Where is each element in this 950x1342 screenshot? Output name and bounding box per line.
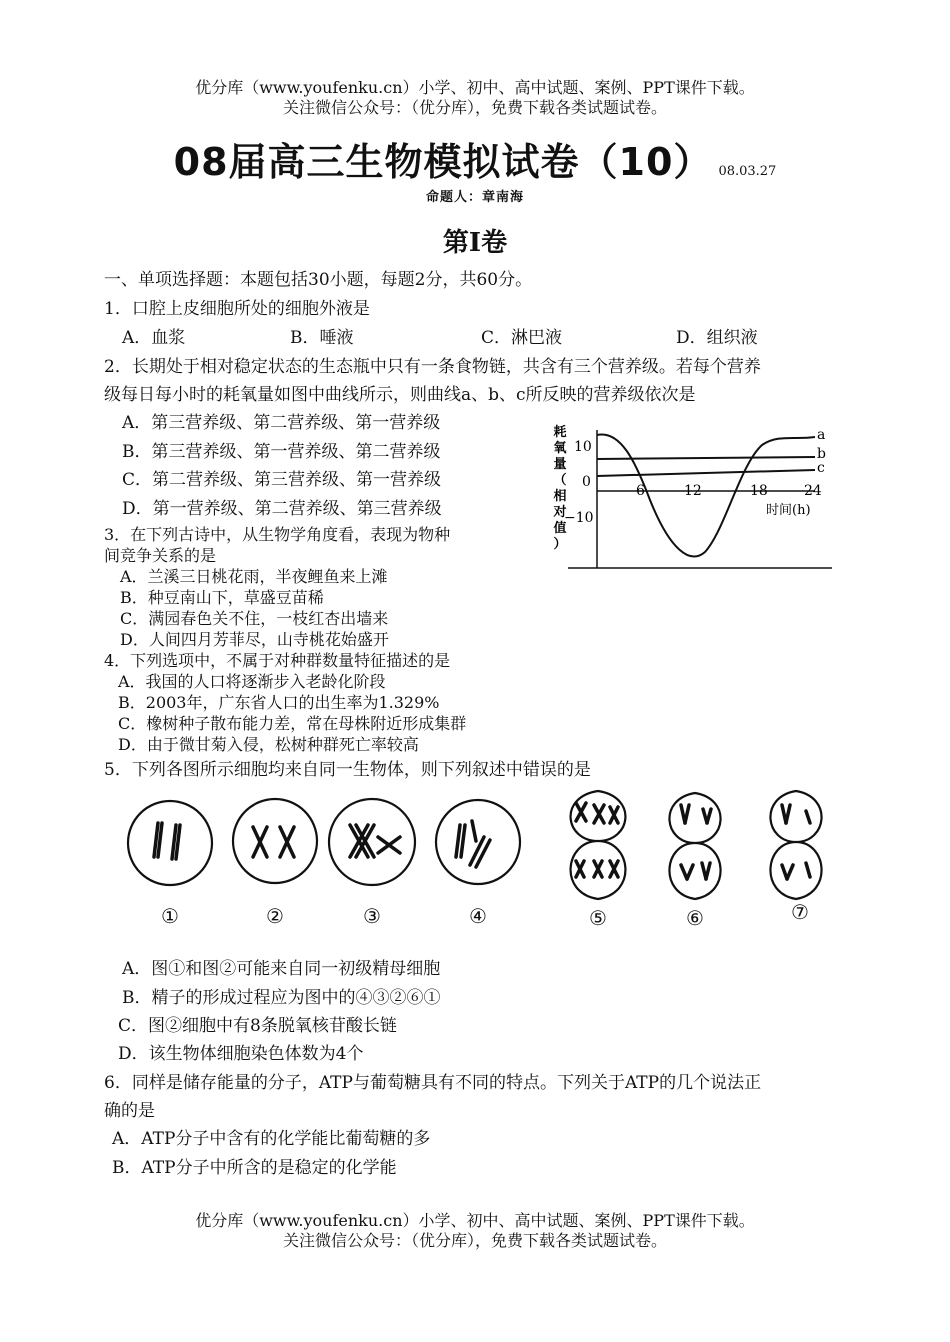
q2-option-b: B．第三营养级、第一营养级、第二营养级 bbox=[122, 442, 441, 462]
q5-option-a: A．图①和图②可能来自同一初级精母细胞 bbox=[122, 959, 441, 979]
q1-option-b: B．唾液 bbox=[290, 328, 354, 348]
title-main: 08届高三生物模拟试卷（10） bbox=[173, 140, 713, 184]
title-date: 08.03.27 bbox=[718, 164, 777, 179]
footer-line-2: 关注微信公众号：（优分库），免费下载各类试题试卷。 bbox=[282, 1231, 667, 1250]
cell-2 bbox=[233, 799, 317, 883]
curve-label-c: c bbox=[817, 460, 825, 476]
header-line-2: 关注微信公众号：（优分库），免费下载各类试题试卷。 bbox=[282, 98, 667, 117]
cell-label-5: ⑤ bbox=[589, 906, 607, 930]
q4-option-c: C．橡树种子散布能力差，常在母株附近形成集群 bbox=[118, 714, 467, 733]
graph-ylabel bbox=[552, 424, 567, 552]
q6-option-b: B．ATP分子中所含的是稳定的化学能 bbox=[112, 1158, 397, 1178]
q6-stem-2: 确的是 bbox=[104, 1101, 155, 1121]
q4-option-a: A．我国的人口将逐渐步入老龄化阶段 bbox=[118, 672, 386, 691]
cell-label-7: ⑦ bbox=[791, 900, 809, 924]
cell-label-1: ① bbox=[161, 904, 179, 928]
ytick-0: 0 bbox=[582, 474, 591, 490]
q4-stem: 4．下列选项中，不属于对种群数量特征描述的是 bbox=[104, 651, 451, 670]
part-heading: 第Ⅰ卷 bbox=[442, 228, 508, 258]
q2-option-a: A．第三营养级、第二营养级、第一营养级 bbox=[122, 413, 441, 433]
xtick-12: 12 bbox=[684, 483, 702, 499]
ylabel-char: 对 bbox=[553, 505, 567, 520]
q5-stem: 5．下列各图所示细胞均来自同一生物体，则下列叙述中错误的是 bbox=[104, 760, 591, 780]
cell-3 bbox=[329, 799, 415, 885]
q6-option-a: A．ATP分子中含有的化学能比葡萄糖的多 bbox=[112, 1129, 431, 1149]
curve-label-b: b bbox=[817, 446, 826, 462]
cell-label-6: ⑥ bbox=[686, 906, 704, 930]
q4-option-b: B．2003年，广东省人口的出生率为1.329% bbox=[118, 693, 440, 712]
ytick-minus-10: −10 bbox=[564, 510, 594, 526]
page-title bbox=[0, 131, 950, 186]
q4-option-d: D．由于微甘菊入侵，松树种群死亡率较高 bbox=[118, 735, 419, 754]
q3-option-d: D．人间四月芳菲尽，山寺桃花始盛开 bbox=[120, 630, 389, 649]
q2-stem-1: 2．长期处于相对稳定状态的生态瓶中只有一条食物链，共含有三个营养级。若每个营养 bbox=[104, 357, 761, 377]
q3-stem-1: 3．在下列古诗中，从生物学角度看，表现为物种 bbox=[104, 525, 451, 544]
cell-label-3: ③ bbox=[363, 904, 381, 928]
ylabel-char: ） bbox=[553, 537, 567, 552]
ylabel-char: 相 bbox=[553, 489, 567, 504]
curve-a bbox=[597, 434, 815, 556]
q6-stem-1: 6．同样是储存能量的分子，ATP与葡萄糖具有不同的特点。下列关于ATP的几个说法正 bbox=[104, 1073, 762, 1093]
q5-option-b: B．精子的形成过程应为图中的④③②⑥① bbox=[122, 988, 441, 1008]
chromosomes bbox=[154, 803, 810, 879]
cell-6 bbox=[669, 793, 720, 899]
oxygen-consumption-graph bbox=[540, 420, 840, 575]
q1-option-c: C．淋巴液 bbox=[481, 328, 563, 348]
section-intro: 一、单项选择题：本题包括30小题，每题2分，共60分。 bbox=[104, 270, 533, 290]
ylabel-char: 值 bbox=[553, 521, 567, 536]
curve-c bbox=[597, 470, 815, 476]
ylabel-char: （ bbox=[553, 473, 567, 488]
cell-label-2: ② bbox=[266, 904, 284, 928]
q3-stem-2: 间竞争关系的是 bbox=[104, 546, 217, 565]
ylabel-char: 耗 bbox=[553, 425, 567, 440]
q1-option-d: D．组织液 bbox=[676, 328, 758, 348]
q1-stem: 1．口腔上皮细胞所处的细胞外液是 bbox=[104, 299, 370, 319]
cell-1 bbox=[128, 801, 212, 885]
q5-option-d: D．该生物体细胞染色体数为4个 bbox=[118, 1044, 364, 1064]
q3-option-a: A．兰溪三日桃花雨，半夜鲤鱼来上滩 bbox=[120, 567, 388, 586]
xtick-18: 18 bbox=[750, 483, 768, 499]
ytick-10: 10 bbox=[574, 439, 592, 455]
q2-option-d: D．第一营养级、第二营养级、第三营养级 bbox=[122, 499, 442, 519]
graph-xlabel: 时间(h) bbox=[766, 503, 811, 518]
ylabel-char: 氧 bbox=[553, 441, 567, 456]
q1-option-a: A．血浆 bbox=[122, 328, 186, 348]
footer-line-1: 优分库（www.youfenku.cn）小学、初中、高中试题、案例、PPT课件下载。 bbox=[195, 1211, 755, 1230]
xtick-24: 24 bbox=[804, 483, 822, 499]
q2-option-c: C．第二营养级、第三营养级、第一营养级 bbox=[122, 470, 442, 490]
xtick-6: 6 bbox=[636, 483, 645, 499]
q2-stem-2: 级每日每小时的耗氧量如图中曲线所示，则曲线a、b、c所反映的营养级依次是 bbox=[104, 385, 696, 405]
q5-option-c: C．图②细胞中有8条脱氧核苷酸长链 bbox=[118, 1016, 397, 1036]
author: 命题人：章南海 bbox=[425, 190, 524, 205]
cell-division-diagram bbox=[110, 785, 850, 935]
q3-option-c: C．满园春色关不住，一枝红杏出墙来 bbox=[120, 609, 389, 628]
header-line-1: 优分库（www.youfenku.cn）小学、初中、高中试题、案例、PPT课件下载。 bbox=[195, 78, 755, 97]
cell-7 bbox=[770, 791, 821, 899]
cell-4 bbox=[436, 800, 520, 884]
ylabel-char: 量 bbox=[553, 457, 567, 472]
cell-label-4: ④ bbox=[469, 904, 487, 928]
q3-option-b: B．种豆南山下，草盛豆苗稀 bbox=[120, 588, 324, 607]
curve-label-a: a bbox=[817, 427, 826, 443]
